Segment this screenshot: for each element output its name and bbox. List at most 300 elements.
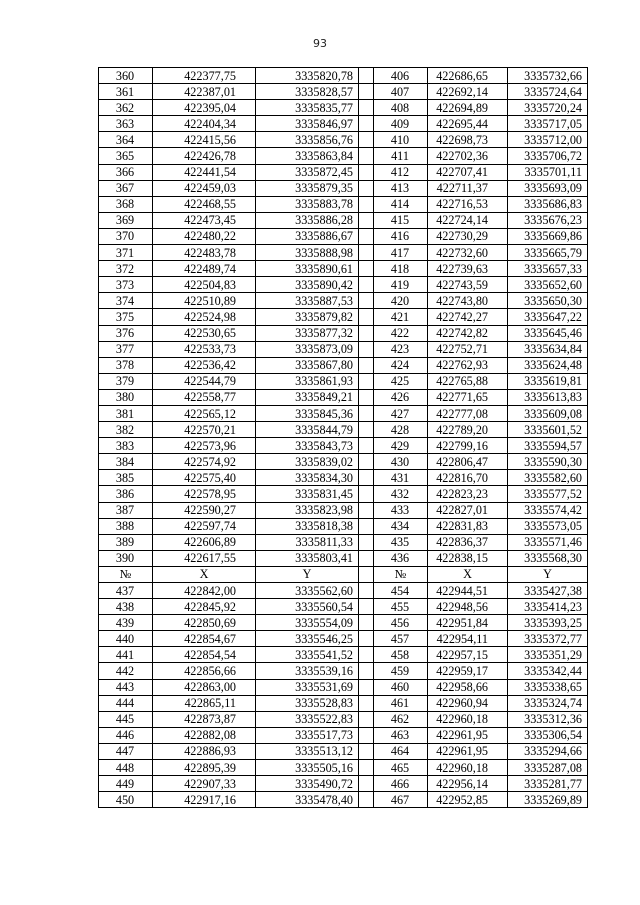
point-number: 416 <box>374 228 428 244</box>
x-coordinate: 422530,65 <box>153 325 256 341</box>
table-row <box>99 486 588 502</box>
y-coordinate: 3335562,60 <box>256 583 359 599</box>
column-header-y: Y <box>256 566 359 582</box>
y-coordinate: 3335846,97 <box>256 116 359 132</box>
x-coordinate: 422762,93 <box>428 357 508 373</box>
y-coordinate: 3335528,83 <box>256 695 359 711</box>
point-number: 431 <box>374 470 428 486</box>
point-number: 379 <box>99 373 153 389</box>
y-coordinate: 3335601,52 <box>508 422 588 438</box>
x-coordinate: 422730,29 <box>428 228 508 244</box>
x-coordinate: 422957,15 <box>428 647 508 663</box>
x-coordinate: 422686,65 <box>428 68 508 84</box>
y-coordinate: 3335324,74 <box>508 695 588 711</box>
column-header-x: X <box>153 566 256 582</box>
y-coordinate: 3335490,72 <box>256 776 359 792</box>
x-coordinate: 422711,37 <box>428 180 508 196</box>
column-gap <box>359 373 374 389</box>
x-coordinate: 422959,17 <box>428 663 508 679</box>
point-number: 366 <box>99 164 153 180</box>
y-coordinate: 3335571,46 <box>508 534 588 550</box>
y-coordinate: 3335712,00 <box>508 132 588 148</box>
x-coordinate: 422765,88 <box>428 373 508 389</box>
y-coordinate: 3335861,93 <box>256 373 359 389</box>
table-row <box>99 164 588 180</box>
x-coordinate: 422816,70 <box>428 470 508 486</box>
y-coordinate: 3335281,77 <box>508 776 588 792</box>
table-row <box>99 502 588 518</box>
point-number: 462 <box>374 711 428 727</box>
column-gap <box>359 792 374 808</box>
x-coordinate: 422724,14 <box>428 212 508 228</box>
x-coordinate: 422468,55 <box>153 196 256 212</box>
point-number: 463 <box>374 727 428 743</box>
x-coordinate: 422882,08 <box>153 727 256 743</box>
point-number: 386 <box>99 486 153 502</box>
point-number: 439 <box>99 615 153 631</box>
column-header-x: X <box>428 566 508 582</box>
x-coordinate: 422574,92 <box>153 454 256 470</box>
column-gap <box>359 470 374 486</box>
table-row <box>99 277 588 293</box>
column-gap <box>359 711 374 727</box>
x-coordinate: 422956,14 <box>428 776 508 792</box>
table-header-row <box>99 566 588 582</box>
point-number: 362 <box>99 100 153 116</box>
point-number: 389 <box>99 534 153 550</box>
y-coordinate: 3335531,69 <box>256 679 359 695</box>
x-coordinate: 422865,11 <box>153 695 256 711</box>
point-number: 455 <box>374 599 428 615</box>
point-number: 428 <box>374 422 428 438</box>
table-row <box>99 792 588 808</box>
x-coordinate: 422510,89 <box>153 293 256 309</box>
point-number: 374 <box>99 293 153 309</box>
point-number: 432 <box>374 486 428 502</box>
x-coordinate: 422536,42 <box>153 357 256 373</box>
x-coordinate: 422578,95 <box>153 486 256 502</box>
table-row <box>99 261 588 277</box>
y-coordinate: 3335577,52 <box>508 486 588 502</box>
y-coordinate: 3335287,08 <box>508 760 588 776</box>
y-coordinate: 3335890,61 <box>256 261 359 277</box>
page-number: 93 <box>313 37 327 50</box>
table-row <box>99 550 588 566</box>
x-coordinate: 422524,98 <box>153 309 256 325</box>
column-gap <box>359 357 374 373</box>
y-coordinate: 3335844,79 <box>256 422 359 438</box>
x-coordinate: 422960,18 <box>428 711 508 727</box>
y-coordinate: 3335539,16 <box>256 663 359 679</box>
y-coordinate: 3335823,98 <box>256 502 359 518</box>
x-coordinate: 422694,89 <box>428 100 508 116</box>
table-row <box>99 116 588 132</box>
column-gap <box>359 148 374 164</box>
y-coordinate: 3335701,11 <box>508 164 588 180</box>
column-gap <box>359 679 374 695</box>
table-row <box>99 647 588 663</box>
table-row <box>99 132 588 148</box>
column-gap <box>359 438 374 454</box>
column-gap <box>359 454 374 470</box>
table-row <box>99 679 588 695</box>
point-number: 461 <box>374 695 428 711</box>
point-number: 383 <box>99 438 153 454</box>
column-gap <box>359 341 374 357</box>
y-coordinate: 3335676,23 <box>508 212 588 228</box>
x-coordinate: 422907,33 <box>153 776 256 792</box>
point-number: 371 <box>99 245 153 261</box>
x-coordinate: 422777,08 <box>428 405 508 421</box>
table-row <box>99 695 588 711</box>
column-gap <box>359 389 374 405</box>
y-coordinate: 3335372,77 <box>508 631 588 647</box>
column-gap <box>359 164 374 180</box>
point-number: 454 <box>374 583 428 599</box>
point-number: 367 <box>99 180 153 196</box>
y-coordinate: 3335867,80 <box>256 357 359 373</box>
x-coordinate: 422575,40 <box>153 470 256 486</box>
y-coordinate: 3335294,66 <box>508 743 588 759</box>
column-gap <box>359 100 374 116</box>
point-number: 437 <box>99 583 153 599</box>
point-number: 381 <box>99 405 153 421</box>
y-coordinate: 3335686,83 <box>508 196 588 212</box>
y-coordinate: 3335732,66 <box>508 68 588 84</box>
point-number: 446 <box>99 727 153 743</box>
x-coordinate: 422606,89 <box>153 534 256 550</box>
y-coordinate: 3335803,41 <box>256 550 359 566</box>
table-row <box>99 357 588 373</box>
table-row <box>99 583 588 599</box>
x-coordinate: 422752,71 <box>428 341 508 357</box>
y-coordinate: 3335546,25 <box>256 631 359 647</box>
column-gap <box>359 631 374 647</box>
point-number: 378 <box>99 357 153 373</box>
y-coordinate: 3335872,45 <box>256 164 359 180</box>
y-coordinate: 3335573,05 <box>508 518 588 534</box>
point-number: 387 <box>99 502 153 518</box>
point-number: 457 <box>374 631 428 647</box>
x-coordinate: 422951,84 <box>428 615 508 631</box>
y-coordinate: 3335849,21 <box>256 389 359 405</box>
x-coordinate: 422743,59 <box>428 277 508 293</box>
x-coordinate: 422617,55 <box>153 550 256 566</box>
point-number: 413 <box>374 180 428 196</box>
column-gap <box>359 405 374 421</box>
x-coordinate: 422806,47 <box>428 454 508 470</box>
y-coordinate: 3335478,40 <box>256 792 359 808</box>
table-row <box>99 325 588 341</box>
x-coordinate: 422732,60 <box>428 245 508 261</box>
x-coordinate: 422831,83 <box>428 518 508 534</box>
point-number: 419 <box>374 277 428 293</box>
x-coordinate: 422958,66 <box>428 679 508 695</box>
y-coordinate: 3335634,84 <box>508 341 588 357</box>
y-coordinate: 3335883,78 <box>256 196 359 212</box>
point-number: 425 <box>374 373 428 389</box>
table-row <box>99 615 588 631</box>
x-coordinate: 422473,45 <box>153 212 256 228</box>
table-row <box>99 454 588 470</box>
column-gap <box>359 502 374 518</box>
x-coordinate: 422960,18 <box>428 760 508 776</box>
y-coordinate: 3335879,82 <box>256 309 359 325</box>
point-number: 441 <box>99 647 153 663</box>
x-coordinate: 422854,67 <box>153 631 256 647</box>
y-coordinate: 3335312,36 <box>508 711 588 727</box>
column-gap <box>359 486 374 502</box>
column-gap <box>359 116 374 132</box>
column-header-number: № <box>374 566 428 582</box>
x-coordinate: 422838,15 <box>428 550 508 566</box>
point-number: 449 <box>99 776 153 792</box>
x-coordinate: 422489,74 <box>153 261 256 277</box>
x-coordinate: 422702,36 <box>428 148 508 164</box>
y-coordinate: 3335877,32 <box>256 325 359 341</box>
x-coordinate: 422845,92 <box>153 599 256 615</box>
column-gap <box>359 132 374 148</box>
column-header-number: № <box>99 566 153 582</box>
point-number: 408 <box>374 100 428 116</box>
point-number: 467 <box>374 792 428 808</box>
column-gap <box>359 68 374 84</box>
x-coordinate: 422961,95 <box>428 743 508 759</box>
table-row <box>99 68 588 84</box>
point-number: 365 <box>99 148 153 164</box>
table-row <box>99 245 588 261</box>
y-coordinate: 3335624,48 <box>508 357 588 373</box>
y-coordinate: 3335665,79 <box>508 245 588 261</box>
y-coordinate: 3335568,30 <box>508 550 588 566</box>
table-row <box>99 389 588 405</box>
point-number: 411 <box>374 148 428 164</box>
point-number: 407 <box>374 84 428 100</box>
column-gap <box>359 615 374 631</box>
y-coordinate: 3335393,25 <box>508 615 588 631</box>
column-gap <box>359 212 374 228</box>
x-coordinate: 422742,82 <box>428 325 508 341</box>
y-coordinate: 3335717,05 <box>508 116 588 132</box>
point-number: 433 <box>374 502 428 518</box>
x-coordinate: 422597,74 <box>153 518 256 534</box>
x-coordinate: 422873,87 <box>153 711 256 727</box>
y-coordinate: 3335574,42 <box>508 502 588 518</box>
point-number: 434 <box>374 518 428 534</box>
table-row <box>99 438 588 454</box>
y-coordinate: 3335856,76 <box>256 132 359 148</box>
point-number: 409 <box>374 116 428 132</box>
point-number: 460 <box>374 679 428 695</box>
x-coordinate: 422716,53 <box>428 196 508 212</box>
point-number: 373 <box>99 277 153 293</box>
x-coordinate: 422698,73 <box>428 132 508 148</box>
point-number: 377 <box>99 341 153 357</box>
y-coordinate: 3335835,77 <box>256 100 359 116</box>
x-coordinate: 422886,93 <box>153 743 256 759</box>
x-coordinate: 422827,01 <box>428 502 508 518</box>
column-gap <box>359 180 374 196</box>
x-coordinate: 422483,78 <box>153 245 256 261</box>
point-number: 450 <box>99 792 153 808</box>
x-coordinate: 422415,56 <box>153 132 256 148</box>
column-gap <box>359 277 374 293</box>
x-coordinate: 422590,27 <box>153 502 256 518</box>
y-coordinate: 3335657,33 <box>508 261 588 277</box>
column-gap <box>359 550 374 566</box>
x-coordinate: 422570,21 <box>153 422 256 438</box>
y-coordinate: 3335269,89 <box>508 792 588 808</box>
table-row <box>99 212 588 228</box>
y-coordinate: 3335541,52 <box>256 647 359 663</box>
point-number: 445 <box>99 711 153 727</box>
x-coordinate: 422895,39 <box>153 760 256 776</box>
column-gap <box>359 196 374 212</box>
y-coordinate: 3335886,67 <box>256 228 359 244</box>
y-coordinate: 3335890,42 <box>256 277 359 293</box>
y-coordinate: 3335427,38 <box>508 583 588 599</box>
point-number: 430 <box>374 454 428 470</box>
column-gap <box>359 309 374 325</box>
y-coordinate: 3335820,78 <box>256 68 359 84</box>
x-coordinate: 422863,00 <box>153 679 256 695</box>
y-coordinate: 3335843,73 <box>256 438 359 454</box>
y-coordinate: 3335863,84 <box>256 148 359 164</box>
y-coordinate: 3335706,72 <box>508 148 588 164</box>
point-number: 440 <box>99 631 153 647</box>
point-number: 438 <box>99 599 153 615</box>
y-coordinate: 3335609,08 <box>508 405 588 421</box>
point-number: 364 <box>99 132 153 148</box>
column-gap <box>359 743 374 759</box>
y-coordinate: 3335839,02 <box>256 454 359 470</box>
point-number: 436 <box>374 550 428 566</box>
y-coordinate: 3335886,28 <box>256 212 359 228</box>
y-coordinate: 3335517,73 <box>256 727 359 743</box>
x-coordinate: 422544,79 <box>153 373 256 389</box>
x-coordinate: 422917,16 <box>153 792 256 808</box>
y-coordinate: 3335560,54 <box>256 599 359 615</box>
point-number: 456 <box>374 615 428 631</box>
table-row <box>99 180 588 196</box>
y-coordinate: 3335351,29 <box>508 647 588 663</box>
column-gap <box>359 84 374 100</box>
table-row <box>99 100 588 116</box>
x-coordinate: 422441,54 <box>153 164 256 180</box>
x-coordinate: 422480,22 <box>153 228 256 244</box>
x-coordinate: 422952,85 <box>428 792 508 808</box>
x-coordinate: 422739,63 <box>428 261 508 277</box>
point-number: 421 <box>374 309 428 325</box>
point-number: 382 <box>99 422 153 438</box>
y-coordinate: 3335513,12 <box>256 743 359 759</box>
column-gap <box>359 760 374 776</box>
table-row <box>99 663 588 679</box>
column-gap <box>359 727 374 743</box>
point-number: 426 <box>374 389 428 405</box>
point-number: 424 <box>374 357 428 373</box>
y-coordinate: 3335834,30 <box>256 470 359 486</box>
point-number: 415 <box>374 212 428 228</box>
column-gap <box>359 566 374 582</box>
table-row <box>99 743 588 759</box>
y-coordinate: 3335613,83 <box>508 389 588 405</box>
x-coordinate: 422459,03 <box>153 180 256 196</box>
point-number: 406 <box>374 68 428 84</box>
table-row <box>99 84 588 100</box>
point-number: 360 <box>99 68 153 84</box>
table-row <box>99 148 588 164</box>
x-coordinate: 422961,95 <box>428 727 508 743</box>
point-number: 447 <box>99 743 153 759</box>
column-gap <box>359 228 374 244</box>
point-number: 380 <box>99 389 153 405</box>
column-gap <box>359 261 374 277</box>
x-coordinate: 422823,23 <box>428 486 508 502</box>
y-coordinate: 3335306,54 <box>508 727 588 743</box>
table-row <box>99 196 588 212</box>
column-header-y: Y <box>508 566 588 582</box>
x-coordinate: 422799,16 <box>428 438 508 454</box>
x-coordinate: 422533,73 <box>153 341 256 357</box>
y-coordinate: 3335522,83 <box>256 711 359 727</box>
table-row <box>99 599 588 615</box>
y-coordinate: 3335645,46 <box>508 325 588 341</box>
x-coordinate: 422856,66 <box>153 663 256 679</box>
point-number: 375 <box>99 309 153 325</box>
point-number: 368 <box>99 196 153 212</box>
point-number: 429 <box>374 438 428 454</box>
table-row <box>99 309 588 325</box>
y-coordinate: 3335873,09 <box>256 341 359 357</box>
column-gap <box>359 583 374 599</box>
table-row <box>99 341 588 357</box>
table-row <box>99 405 588 421</box>
point-number: 435 <box>374 534 428 550</box>
point-number: 384 <box>99 454 153 470</box>
point-number: 422 <box>374 325 428 341</box>
y-coordinate: 3335669,86 <box>508 228 588 244</box>
y-coordinate: 3335828,57 <box>256 84 359 100</box>
table-row <box>99 470 588 486</box>
x-coordinate: 422842,00 <box>153 583 256 599</box>
column-gap <box>359 245 374 261</box>
point-number: 376 <box>99 325 153 341</box>
point-number: 370 <box>99 228 153 244</box>
y-coordinate: 3335818,38 <box>256 518 359 534</box>
y-coordinate: 3335650,30 <box>508 293 588 309</box>
point-number: 458 <box>374 647 428 663</box>
x-coordinate: 422836,37 <box>428 534 508 550</box>
point-number: 372 <box>99 261 153 277</box>
table-row <box>99 518 588 534</box>
table-row <box>99 776 588 792</box>
point-number: 443 <box>99 679 153 695</box>
point-number: 410 <box>374 132 428 148</box>
x-coordinate: 422771,65 <box>428 389 508 405</box>
y-coordinate: 3335414,23 <box>508 599 588 615</box>
point-number: 423 <box>374 341 428 357</box>
point-number: 420 <box>374 293 428 309</box>
x-coordinate: 422948,56 <box>428 599 508 615</box>
point-number: 388 <box>99 518 153 534</box>
point-number: 448 <box>99 760 153 776</box>
x-coordinate: 422954,11 <box>428 631 508 647</box>
point-number: 414 <box>374 196 428 212</box>
x-coordinate: 422743,80 <box>428 293 508 309</box>
point-number: 466 <box>374 776 428 792</box>
x-coordinate: 422558,77 <box>153 389 256 405</box>
